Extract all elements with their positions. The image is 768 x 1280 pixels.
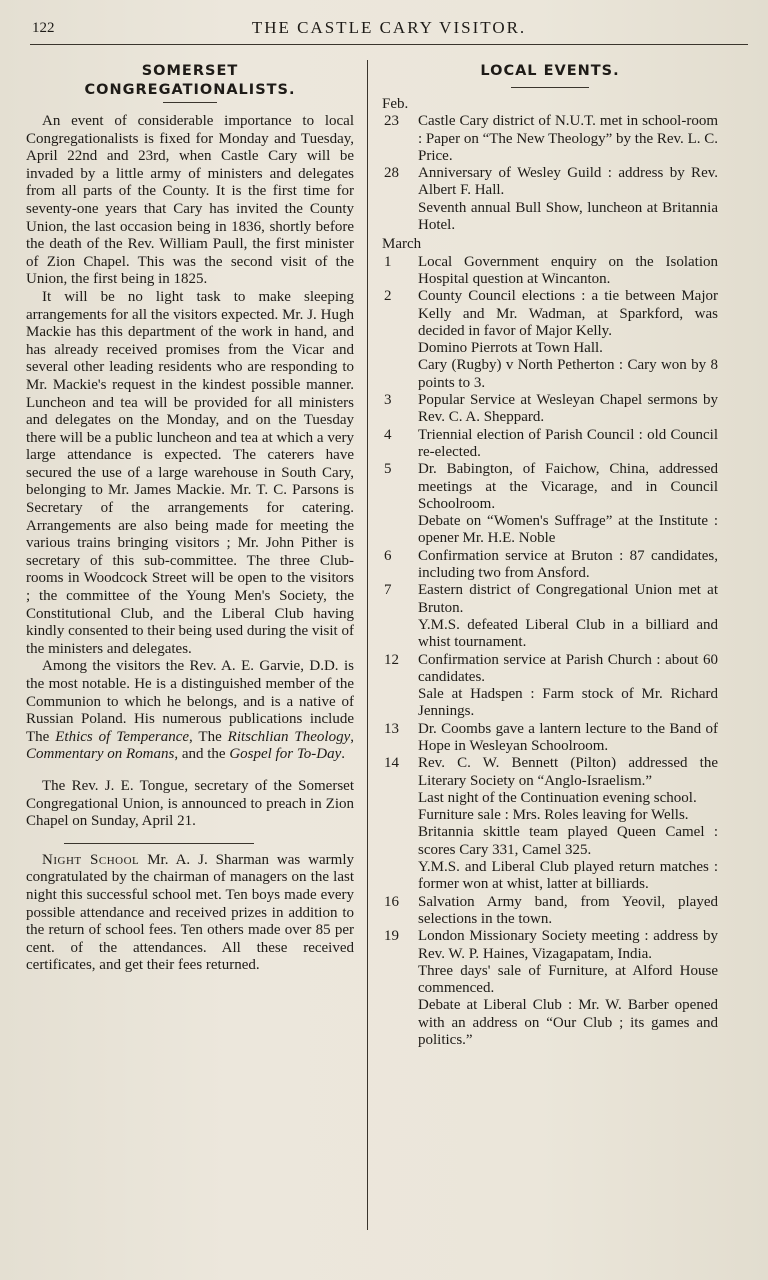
- event-entry: [382, 548, 718, 583]
- event-day: 12: [384, 651, 399, 668]
- event-description: [418, 894, 718, 929]
- event-description: [418, 755, 718, 893]
- event-day: 28: [384, 165, 399, 182]
- event-day: 2: [384, 288, 392, 305]
- event-entry: [382, 755, 718, 893]
- event-text: Seventh annual Bull Show, luncheon at Britannia Hotel.: [418, 199, 718, 234]
- event-description: [418, 427, 718, 462]
- running-title: THE CASTLE CARY VISITOR.: [251, 18, 527, 37]
- event-entry: [382, 652, 718, 721]
- event-text: Y.M.S. and Liberal Club played return matches : former won at whist, latter at billiards.: [418, 859, 718, 893]
- event-description: [418, 548, 718, 583]
- month-label: March: [382, 236, 422, 253]
- event-text: Debate on “Women's Suffrage” at the Institute : opener Mr. H.E. Noble: [418, 513, 718, 547]
- event-text: Rev. C. W. Bennett (Pilton) addressed the Literary Society on “Anglo-Israelism.”: [418, 755, 718, 789]
- event-text: Local Government enquiry on the Isolation Hospital question at Wincanton.: [418, 253, 718, 287]
- event-text: Last night of the Continuation evening school.: [418, 789, 697, 806]
- event-entry: [382, 254, 718, 289]
- event-day: 1: [384, 253, 392, 270]
- event-text: Three days' sale of Furniture, at Alford House commenced.: [418, 962, 718, 997]
- book-title: Ritschlian Theology: [227, 728, 351, 745]
- event-description: [418, 113, 718, 165]
- month-label: Feb.: [382, 96, 409, 112]
- article-title: [26, 62, 354, 100]
- paragraph-3: Among the visitors the Rev. A. E. Garvie, D.D. is the most notable. He is a distinguished member of the Communion to which he belongs, and is a native of Russian Poland. His numerous publications include The Ethics of Temperance, The Ritschlian Theology, Commentary on Romans, and the Gospel for To-Day.: [26, 658, 354, 763]
- event-day: 5: [384, 461, 392, 478]
- event-text: Debate at Liberal Club : Mr. W. Barber opened with an address on “Our Club ; its games and politics.”: [418, 997, 718, 1049]
- event-entry: [382, 113, 718, 165]
- event-entry: [382, 582, 718, 651]
- event-day: 6: [384, 547, 392, 564]
- running-header: [30, 14, 748, 45]
- event-description: [418, 288, 718, 392]
- event-entry: [382, 427, 718, 462]
- event-text: Confirmation service at Parish Church : about 60 candidates.: [418, 651, 718, 685]
- night-school-heading: Night School: [42, 851, 140, 868]
- event-text: Triennial election of Parish Council : old Council re-elected.: [418, 426, 718, 460]
- event-text: Anniversary of Wesley Guild : address by Rev. Albert F. Hall.: [418, 165, 718, 199]
- right-column: [382, 62, 718, 1049]
- event-text: Popular Service at Wesleyan Chapel sermons by Rev. C. A. Sheppard.: [418, 392, 718, 426]
- event-description: [418, 652, 718, 721]
- event-description: [418, 165, 718, 234]
- event-day: 4: [384, 426, 392, 443]
- book-title: Commentary on Romans: [26, 746, 175, 763]
- event-day: 19: [384, 928, 399, 945]
- book-title: Ethics of Temperance: [55, 728, 190, 745]
- event-entry: [382, 165, 718, 234]
- event-entry: [382, 461, 718, 547]
- event-day: 3: [384, 392, 392, 409]
- event-day: 23: [384, 113, 399, 130]
- event-entry: [382, 392, 718, 427]
- column-divider: [367, 60, 368, 1230]
- events-list: [382, 96, 718, 1049]
- section-rule: [64, 843, 254, 844]
- event-day: 7: [384, 582, 392, 599]
- event-entry: [382, 894, 718, 929]
- event-day: 16: [384, 893, 399, 910]
- event-description: [418, 254, 718, 289]
- event-text: County Council elections : a tie between Major Kelly and Mr. Wadman, at Sparkford, was decided in favor of Major Kelly.: [418, 288, 718, 339]
- event-text: Sale at Hadspen : Farm stock of Mr. Richard Jennings.: [418, 686, 718, 720]
- event-day: 14: [384, 755, 399, 772]
- local-events-title: LOCAL EVENTS.: [480, 63, 620, 79]
- event-text: Furniture sale : Mrs. Roles leaving for Wells.: [418, 807, 689, 824]
- article-title-line-2: CONGREGATIONALISTS.: [84, 82, 296, 98]
- night-school-text: Mr. A. J. Sharman was warmly congratulated by the chairman of managers on the last night this successful school met. Ten boys made every possible attendance and received prizes in addition to the return of school fees. Ten others made over 85 per cent. of the attendances. All these received certificates, and get their fees returned.: [26, 851, 354, 974]
- paragraph-2: It will be no light task to make sleeping arrangements for all the visitors expected. Mr. J. Hugh Mackie has this department of the work in hand, and has already received promises from the Vicar and several other leading residents who are responding to Mr. Mackie's request in the kindest possible manner. Luncheon and tea will be provided for all ministers and delegates on the Monday, and on the Tuesday there will be a public luncheon and tea at which a very large attendance is expected. The caterers have secured the use of a large warehouse in South Cary, belonging to Mr. James Mackie. Mr. T. C. Parsons is Secretary of the arrangements for catering. Arrangements are also being made for meeting the various trains bringing visitors ; Mr. John Pither is secretary of this sub-committee. The three Club-rooms in Woodcock Street will be open to the visitors ; the committee of the Young Men's Society, the Constitutional Club, and the Liberal Club having kindly consented to their being used during the visit of the ministers and delegates.: [26, 288, 354, 657]
- event-entry: [382, 288, 718, 392]
- event-text: Y.M.S. defeated Liberal Club in a billiard and whist tournament.: [418, 616, 718, 651]
- event-text: Confirmation service at Bruton : 87 candidates, including two from Ansford.: [418, 547, 718, 582]
- left-column: [26, 62, 354, 975]
- event-description: [418, 392, 718, 427]
- event-text: Britannia skittle team played Queen Camel : scores Cary 331, Camel 325.: [418, 824, 718, 858]
- event-description: [418, 461, 718, 547]
- event-text: London Missionary Society meeting : address by Rev. W. P. Haines, Vizagapatam, India.: [418, 928, 718, 962]
- event-day: 13: [384, 720, 399, 737]
- event-entry: [382, 721, 718, 756]
- event-text: Dr. Babington, of Faichow, China, addressed meetings at the Vicarage, and in Council Schoolroom.: [418, 461, 718, 512]
- event-text: Eastern district of Congregational Union met at Bruton.: [418, 582, 718, 616]
- page-number: 122: [32, 20, 55, 36]
- event-text: Salvation Army band, from Yeovil, played selections in the town.: [418, 893, 718, 927]
- event-description: [418, 928, 718, 1049]
- event-text: Dr. Coombs gave a lantern lecture to the Band of Hope in Wesleyan Schoolroom.: [418, 720, 718, 754]
- title-rule: [511, 87, 589, 88]
- paragraph-1: An event of considerable importance to local Congregationalists is fixed for Monday and Tuesday, April 22nd and 23rd, when Castle Cary will be invaded by a little army of ministers and delegates from all parts of the County. It is the first time for seventy-one years that Cary has invited the County Union, the last occasion being in 1836, shortly before the death of the Rev. William Paull, the first minister of Zion Chapel. This was the second visit of the Union, the first being in 1825.: [26, 113, 354, 288]
- night-school-paragraph: [26, 852, 354, 975]
- article-title-line-1: SOMERSET: [141, 63, 239, 79]
- event-entry: [382, 928, 718, 1049]
- event-description: [418, 582, 718, 651]
- event-description: [418, 721, 718, 756]
- event-text: Domino Pierrots at Town Hall.: [418, 340, 603, 357]
- event-text: Castle Cary district of N.U.T. met in school-room : Paper on “The New Theology” by the Rev. L. C. Price.: [418, 113, 718, 164]
- paragraph-4: The Rev. J. E. Tongue, secretary of the Somerset Congregational Union, is announced to preach in Zion Chapel on Sunday, April 21.: [26, 777, 354, 830]
- event-text: Cary (Rugby) v North Petherton : Cary won by 8 points to 3.: [418, 357, 718, 391]
- title-rule: [163, 102, 217, 103]
- book-title: Gospel for To-Day: [229, 746, 342, 763]
